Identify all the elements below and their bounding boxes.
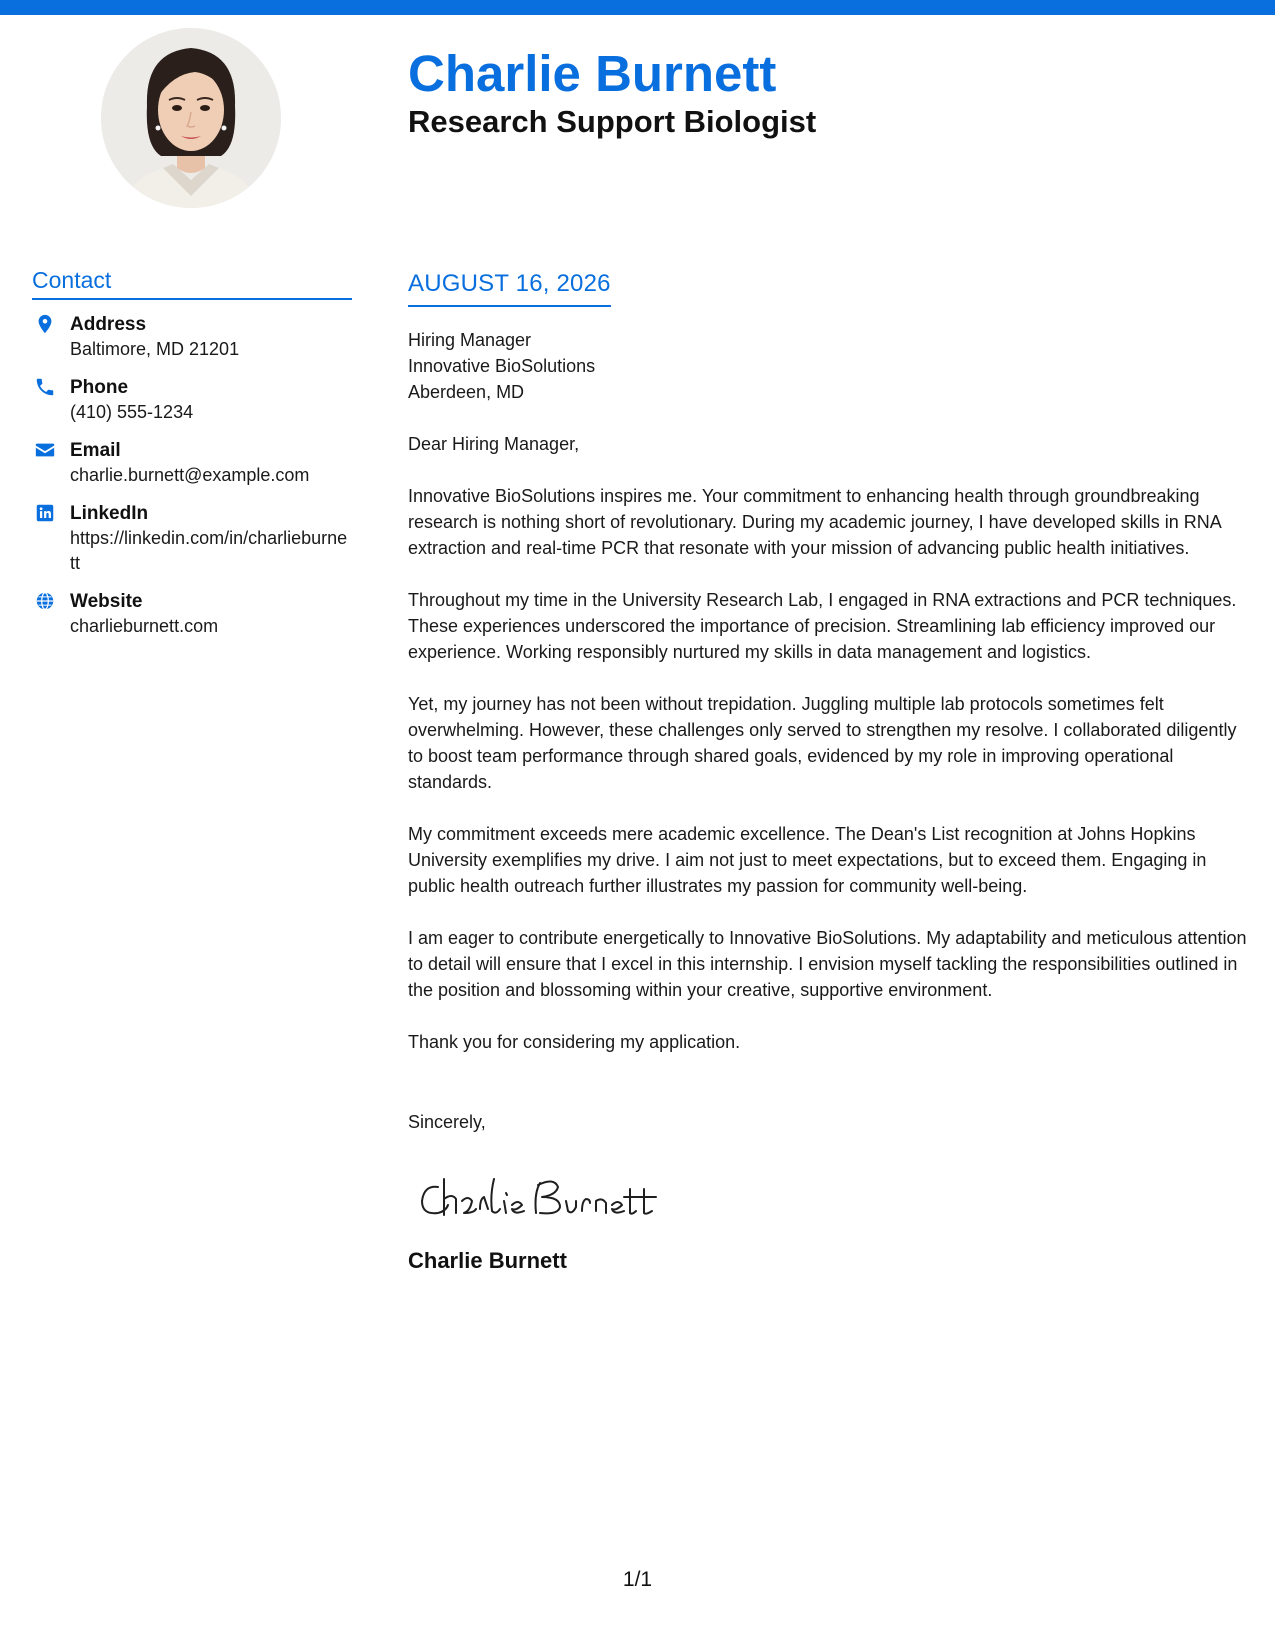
contact-label: Website: [70, 591, 143, 612]
recipient-line: Innovative BioSolutions: [408, 356, 596, 376]
contact-item-address: [32, 312, 352, 362]
contact-item-linkedin: [32, 501, 352, 576]
contact-label: Phone: [70, 377, 129, 398]
signer-name: Charlie Burnett: [408, 1248, 567, 1273]
recipient-block: [408, 327, 1248, 405]
letter-paragraph: Yet, my journey has not been without trepidation. Juggling multiple lab protocols sometimes felt overwhelming. However, these challenges only served to strengthen my resolve. I collaborated diligently to boost team performance through shared goals, evidenced by my role in improving operational standards.: [408, 694, 1237, 792]
letter-date: AUGUST 16, 2026: [408, 268, 611, 307]
letter-paragraph: My commitment exceeds mere academic excellence. The Dean's List recognition at Johns Hopkins University exemplifies my drive. I aim not just to meet expectations, but to exceed them. Engaging in public health outreach further illustrates my passion for community well-being.: [408, 824, 1207, 896]
contact-item-email: [32, 438, 352, 488]
email-icon: [34, 439, 56, 461]
candidate-job-title: Research Support Biologist: [408, 104, 817, 139]
address-value: Baltimore, MD 21201: [70, 339, 240, 359]
globe-icon: [34, 590, 56, 612]
contact-label: Email: [70, 440, 121, 461]
letter-paragraph: I am eager to contribute energetically to Innovative BioSolutions. My adaptability and meticulous attention to detail will ensure that I excel in this internship. I envision myself tackling the responsibilities outlined in the position and blossoming within your creative, supportive environment.: [408, 928, 1247, 1000]
top-accent-bar: [0, 0, 1275, 15]
profile-photo: [101, 28, 281, 208]
contact-item-website: [32, 589, 352, 639]
letter-closing: Sincerely,: [408, 1112, 486, 1132]
linkedin-icon: [34, 502, 56, 524]
contact-sidebar: [32, 265, 352, 652]
letter-paragraph: Thank you for considering my application.: [408, 1032, 741, 1052]
contact-item-phone: [32, 375, 352, 425]
location-pin-icon: [34, 313, 56, 335]
phone-icon: [34, 376, 56, 398]
linkedin-link[interactable]: https://linkedin.com/in/charlieburnett: [70, 528, 348, 573]
contact-label: Address: [70, 314, 147, 335]
letter-paragraph: Innovative BioSolutions inspires me. Your commitment to enhancing health through groundbreaking research is nothing short of revolutionary. During my academic journey, I have developed skills in RNA extraction and real-time PCR that resonate with your mission of advancing public health initiatives.: [408, 486, 1221, 558]
letter-body: [408, 268, 1248, 1276]
contact-label: LinkedIn: [70, 503, 149, 524]
handwritten-signature: [414, 1165, 674, 1225]
phone-value: (410) 555-1234: [70, 402, 194, 422]
salutation: Dear Hiring Manager,: [408, 434, 580, 454]
profile-photo-image: [101, 28, 281, 208]
email-link[interactable]: charlie.burnett@example.com: [70, 465, 310, 485]
candidate-name: Charlie Burnett: [408, 45, 777, 102]
page-number: 1/1: [622, 1568, 653, 1591]
recipient-line: Aberdeen, MD: [408, 382, 525, 402]
recipient-line: Hiring Manager: [408, 330, 532, 350]
website-link[interactable]: charlieburnett.com: [70, 616, 219, 636]
contact-heading: Contact: [32, 265, 352, 300]
letter-paragraph: Throughout my time in the University Research Lab, I engaged in RNA extractions and PCR techniques. These experiences underscored the importance of precision. Streamlining lab efficiency improved our experience. Working responsibly nurtured my skills in data management and logistics.: [408, 590, 1237, 662]
